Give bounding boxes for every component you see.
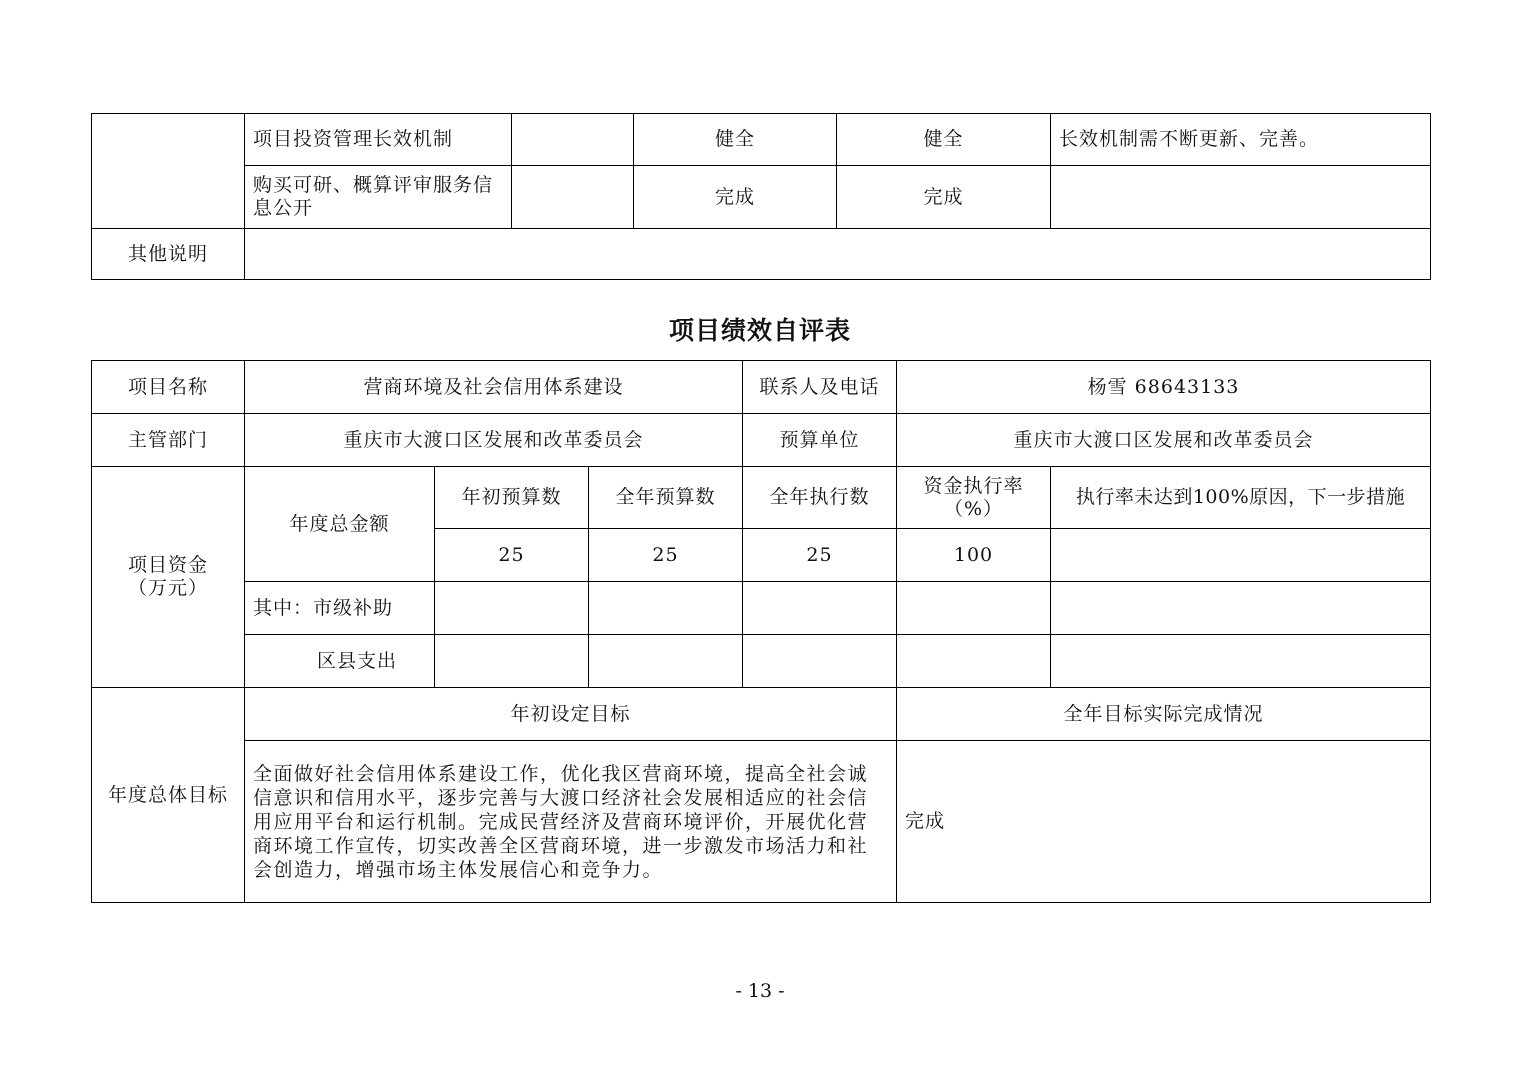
county-expenditure-cell: [743, 635, 897, 688]
table-row: [92, 741, 1431, 903]
annual-execution-value: 25: [743, 529, 897, 582]
table-row: [92, 635, 1431, 688]
city-subsidy-cell: [743, 582, 897, 635]
project-funds-label: 项目资金（万元）: [92, 467, 245, 688]
city-subsidy-cell: [589, 582, 743, 635]
actual-completion-header: 全年目标实际完成情况: [897, 688, 1431, 741]
indicator-note: [1051, 166, 1431, 229]
table-row: [92, 361, 1431, 414]
budget-unit-label: 预算单位: [743, 414, 897, 467]
indicator-actual: 健全: [837, 114, 1051, 166]
annual-total-label: 年度总金额: [245, 467, 435, 582]
header-shortfall-reason: 执行率未达到100%原因，下一步措施: [1051, 467, 1431, 529]
county-expenditure-cell: [435, 635, 589, 688]
table-row: [92, 688, 1431, 741]
budget-unit-value: 重庆市大渡口区发展和改革委员会: [897, 414, 1431, 467]
table-row: [92, 166, 1431, 229]
performance-evaluation-table: [91, 360, 1431, 903]
department-value: 重庆市大渡口区发展和改革委员会: [245, 414, 743, 467]
page-number: - 13 -: [735, 980, 785, 1002]
indicator-target: 完成: [634, 166, 837, 229]
annual-goal-label: 年度总体目标: [92, 688, 245, 903]
actual-completion-text: 完成: [897, 741, 1431, 903]
table-row: [92, 582, 1431, 635]
indicator-note: 长效机制需不断更新、完善。: [1051, 114, 1431, 166]
header-annual-execution: 全年执行数: [743, 467, 897, 529]
other-notes-value: [245, 229, 1431, 280]
header-annual-budget: 全年预算数: [589, 467, 743, 529]
page-title: 项目绩效自评表: [668, 316, 851, 345]
city-subsidy-cell: [897, 582, 1051, 635]
indicator-value: [512, 166, 634, 229]
contact-value: 杨雪 68643133: [897, 361, 1431, 414]
indicator-actual: 完成: [837, 166, 1051, 229]
indicator-target: 健全: [634, 114, 837, 166]
contact-label: 联系人及电话: [743, 361, 897, 414]
table-row: [92, 114, 1431, 166]
shortfall-reason-value: [1051, 529, 1431, 582]
indicator-value: [512, 114, 634, 166]
project-name-label: 项目名称: [92, 361, 245, 414]
city-subsidy-cell: [1051, 582, 1431, 635]
initial-goal-header: 年初设定目标: [245, 688, 897, 741]
header-execution-rate: 资金执行率（%）: [897, 467, 1051, 529]
table-row: [92, 414, 1431, 467]
city-subsidy-label: 其中：市级补助: [245, 582, 435, 635]
county-expenditure-cell: [1051, 635, 1431, 688]
table-row: [92, 467, 1431, 529]
execution-rate-value: 100: [897, 529, 1051, 582]
header-initial-budget: 年初预算数: [435, 467, 589, 529]
category-cell: [92, 114, 245, 229]
initial-budget-value: 25: [435, 529, 589, 582]
project-name-value: 营商环境及社会信用体系建设: [245, 361, 743, 414]
city-subsidy-cell: [435, 582, 589, 635]
initial-goal-text: 全面做好社会信用体系建设工作，优化我区营商环境，提高全社会诚信意识和信用水平，逐步完善与大渡口经济社会发展相适应的社会信用应用平台和运行机制。完成民营经济及营商环境评价，开展优化营商环境工作宣传，切实改善全区营商环境，进一步激发市场活力和社会创造力，增强市场主体发展信心和竞争力。: [245, 741, 897, 903]
county-expenditure-cell: [897, 635, 1051, 688]
table-row: [92, 229, 1431, 280]
indicator-name: 项目投资管理长效机制: [245, 114, 512, 166]
county-expenditure-cell: [589, 635, 743, 688]
other-notes-label: 其他说明: [92, 229, 245, 280]
indicator-name: 购买可研、概算评审服务信息公开: [245, 166, 512, 229]
county-expenditure-label: 区县支出: [245, 635, 435, 688]
indicator-table-continuation: [91, 113, 1431, 280]
annual-budget-value: 25: [589, 529, 743, 582]
department-label: 主管部门: [92, 414, 245, 467]
